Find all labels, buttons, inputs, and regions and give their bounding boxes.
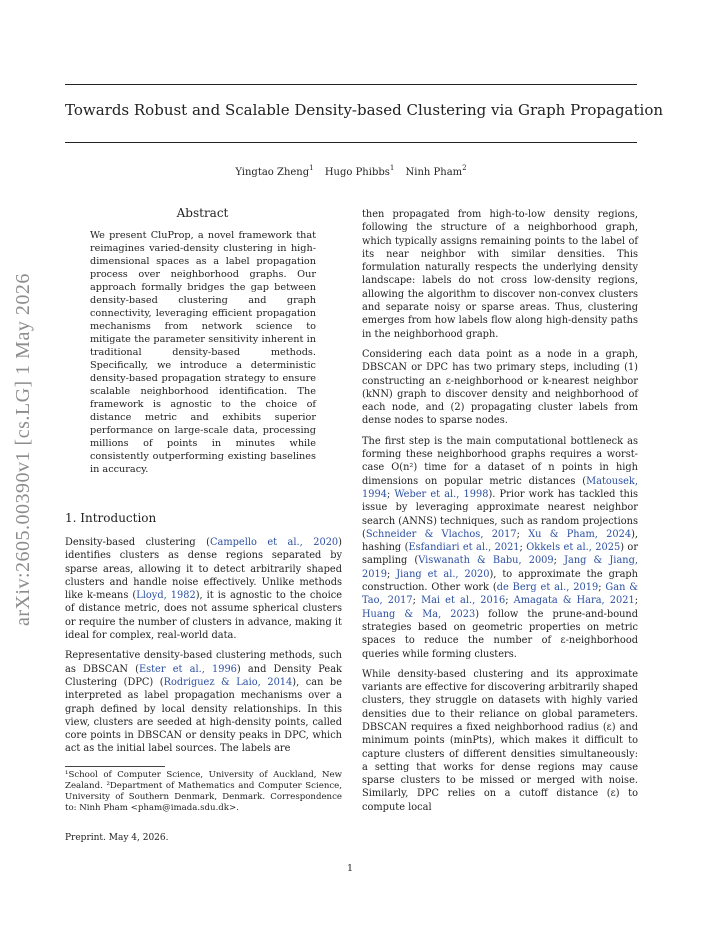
citation-link[interactable]: de Berg et al., 2019 [496,582,599,594]
author: Hugo Phibbs$^1$ [324,163,395,178]
citation-link[interactable]: Matousek, 1994 [362,475,638,500]
citation-link[interactable]: Amagata & Hara, 2021 [513,595,635,607]
paragraph: then propagated from high-to-low density regions, following the structure of a neighborhood graph, which typically assigns remaining points to the label of its near neighbor with similar densities. This formulation naturally respects the underlying density landscape: labels do not cross low-density regions, allowing the algorithm to discover non-convex clusters and separate noisy or sparse areas. Thus, clustering emerges from how labels flow along high-density paths in the neighborhood graph. [362,209,638,340]
arxiv-stamp: arXiv:2605.00390v1 [cs.LG] 1 May 2026 [11,273,34,627]
paragraph: Representative density-based clustering methods, such as DBSCAN (Ester et al., 1996) and Density Peak Clustering (DPC) (Rodriguez & Laio, 2014), can be interpreted as label propagation mechanisms over a graph defined by local density relationships. In this view, clusters are seeded at high-density points, called core points in DBSCAN or density peaks in DPC, which act as the initial label sources. The labels are [65,650,342,755]
citation-link[interactable]: Weber et al., 1998 [394,488,489,500]
citation-link[interactable]: Gan & Tao, 2017 [362,582,639,607]
section-heading: 1. Introduction [65,511,157,525]
left-column [65,536,342,763]
top-rule [65,84,637,85]
citation-link[interactable]: Viswanath & Babu, 2009 [418,555,554,567]
citation-link[interactable]: Huang & Ma, 2023 [362,608,476,620]
abstract-heading: Abstract [176,206,229,220]
citation-link[interactable]: Jang & Jiang, 2019 [362,555,638,580]
citation-link[interactable]: Esfandiari et al., 2021 [408,542,520,554]
right-column [362,208,638,821]
citation-link[interactable]: Schneider & Vlachos, 2017 [365,528,517,540]
title-rule [65,142,637,143]
author: Ninh Pham$^2$ [405,163,467,178]
paragraph: The first step is the main computational bottleneck as forming these neighborhood graphs requires a worst-case O(n²) time for a dataset of n points in high dimensions on popular metric distances (Matousek, 1994; Weber et al., 1998). Prior work has tackled this issue by leveraging approximate nearest neighbor search (ANNS) techniques, such as random projections (Schneider & Vlachos, 2017; Xu & Pham, 2024), hashing (Esfandiari et al., 2021; Okkels et al., 2025) or sampling (Viswanath & Babu, 2009; Jang & Jiang, 2019; Jiang et al., 2020), to approximate the graph construction. Other work (de Berg et al., 2019; Gan & Tao, 2017; Mai et al., 2016; Amagata & Hara, 2021; Huang & Ma, 2023) follow the prune-and-bound strategies based on geometric properties on metric spaces to reduce the number of ε-neighborhood queries while forming clusters. [362,435,639,660]
preprint-note: Preprint. May 4, 2026. [65,833,169,843]
citation-link[interactable]: Lloyd, 1982 [136,590,196,602]
abstract-text: We present CluProp, a novel framework that reimagines varied-density clustering in high-dimensional spaces as a label propagation process over neighborhood graphs. Our approach formally bridges the gap between density-based clustering and graph connectivity, leveraging efficient propagation mechanisms from network science to mitigate the parameter sensitivity inherent in traditional density-based methods. Specifically, we introduce a deterministic density-based propagation strategy to ensure scalable neighborhood identification. The framework is agnostic to the choice of distance metric and exhibits superior performance on large-scale data, processing millions of points in minutes while consistently outperforming existing baselines in accuracy. [90,230,316,475]
citation-link[interactable]: Xu & Pham, 2024 [528,528,632,540]
citation-link[interactable]: Campello et al., 2020 [210,537,339,548]
citation-link[interactable]: Mai et al., 2016 [421,595,506,607]
paper-title: Towards Robust and Scalable Density-based Clustering via Graph Propagation [65,101,664,119]
paragraph: Density-based clustering (Campello et al., 2020) identifies clusters as dense regions separated by sparse areas, allowing it to detect arbitrarily shaped clusters and handle noise effectively. Unlike methods like k-means (Lloyd, 1982), it is agnostic to the choice of distance metric, does not assume spherical clusters or require the number of clusters in advance, making it ideal for complex, real-world data. [65,537,342,642]
footnote-rule [65,766,165,767]
paragraph: While density-based clustering and its approximate variants are effective for discovering arbitrarily shaped clusters, they struggle on datasets with highly varied densities due to their reliance on global parameters. DBSCAN requires a fixed neighborhood radius (ε) and minimum points (minPts), which makes it difficult to capture clusters of different densities simultaneously: a setting that works for dense regions may cause sparse clusters to be missed or merged with noise. Similarly, DPC relies on a cutoff distance (ε) to compute local [362,668,638,813]
citation-link[interactable]: Jiang et al., 2020 [396,568,490,580]
author: Yingtao Zheng$^1$ [235,163,314,178]
citation-link[interactable]: Okkels et al., 2025 [526,542,621,554]
page-number: 1 [346,863,354,874]
citation-link[interactable]: Rodriguez & Laio, 2014 [163,676,293,688]
citation-link[interactable]: Ester et al., 1996 [138,663,237,675]
author-list [65,163,637,179]
paragraph: Considering each data point as a node in a graph, DBSCAN or DPC has two primary steps, including (1) constructing an ε-neighborhood or k-nearest neighbor (kNN) graph to discover density and neighborhood of each node, and (2) propagating cluster labels from dense nodes to sparse nodes. [362,348,638,427]
affiliation-footnote: ¹School of Computer Science, University of Auckland, New Zealand. ²Department of Mathematics and Computer Science, University of Southern Denmark, Denmark. Correspondence to: Ninh Pham <pham@imada.sdu.dk>. [65,770,342,813]
